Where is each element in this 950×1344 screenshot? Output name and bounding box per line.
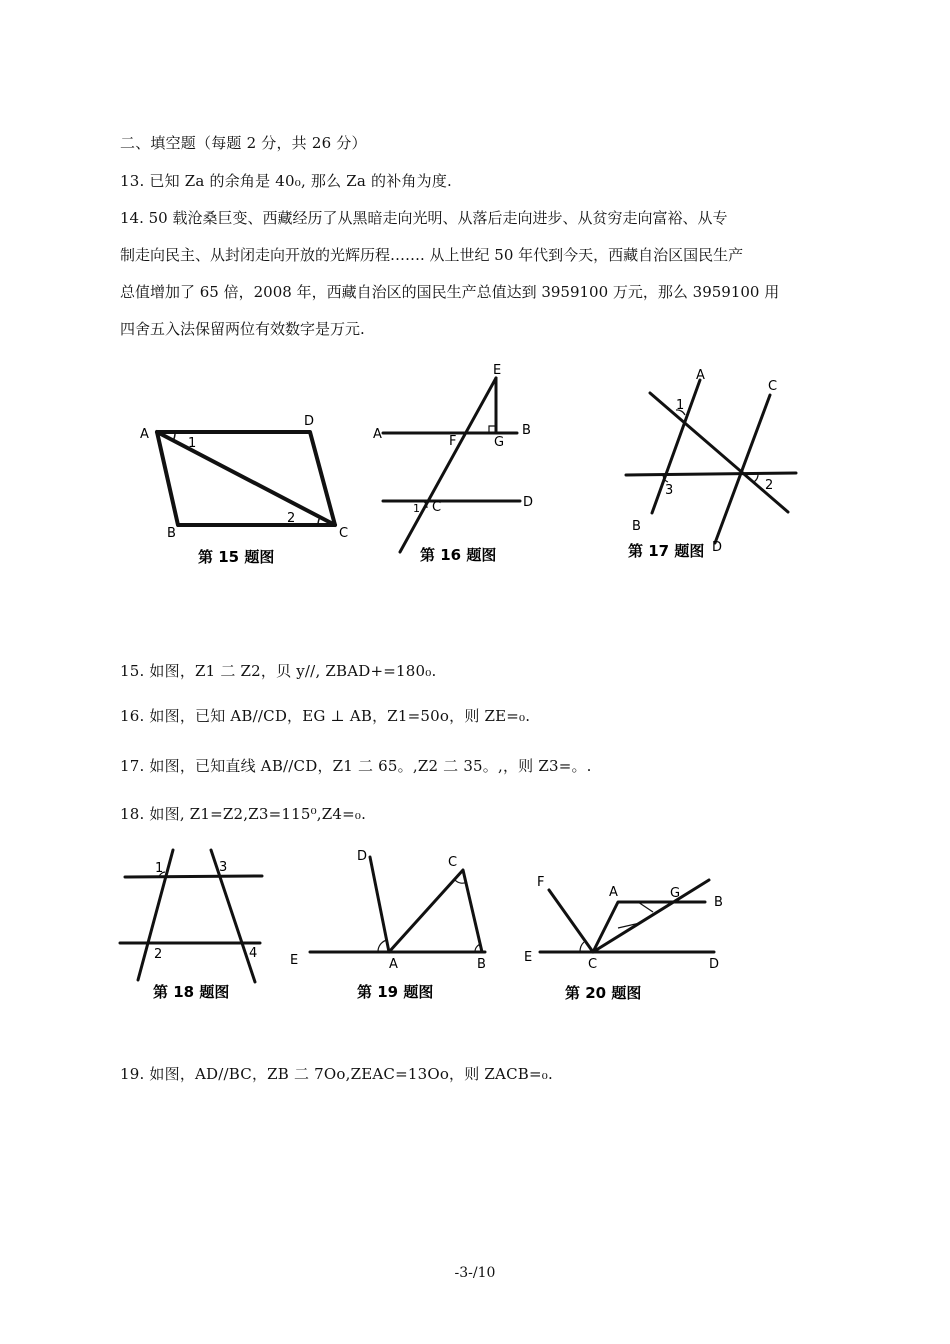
fig19-label-c: C bbox=[448, 855, 458, 870]
fig20-label-f: F bbox=[537, 875, 545, 890]
fig15-angle-1: 1 bbox=[188, 436, 197, 451]
fig20-label-b: B bbox=[714, 895, 723, 910]
fig19-caption: 第 19 题图 bbox=[357, 983, 434, 1001]
fig16-angle-1: 1 bbox=[413, 502, 420, 515]
fig16-label-e: E bbox=[493, 363, 502, 378]
fig18-angle-4: 4 bbox=[249, 946, 258, 961]
fig20-caption: 第 20 题图 bbox=[565, 984, 642, 1002]
fig17-angle-2: 2 bbox=[765, 478, 774, 493]
figure-16 bbox=[365, 360, 545, 570]
fig19-label-e: E bbox=[290, 953, 299, 968]
fig20-label-a: A bbox=[609, 885, 618, 900]
figure-19 bbox=[285, 840, 505, 1010]
fig16-caption: 第 16 题图 bbox=[420, 546, 497, 564]
figure-15 bbox=[130, 405, 370, 575]
fig17-label-c: C bbox=[768, 379, 778, 394]
fig15-angle-2: 2 bbox=[287, 511, 296, 526]
fig17-angle-3: 3 bbox=[665, 483, 674, 498]
fig18-angle-2: 2 bbox=[154, 947, 163, 962]
fig20-label-g: G bbox=[670, 886, 681, 901]
fig20-label-c: C bbox=[588, 957, 598, 972]
fig16-label-b: B bbox=[522, 423, 531, 438]
question-18: 18. 如图, Z1=Z2,Z3=115⁰,Z4=₀. bbox=[120, 805, 367, 823]
fig15-label-d: D bbox=[304, 414, 315, 429]
fig19-label-a: A bbox=[389, 957, 398, 972]
fig16-label-a: A bbox=[373, 427, 382, 442]
figure-18 bbox=[115, 840, 275, 1010]
question-15: 15. 如图，Z1 二 Z2，贝 y//, ZBAD+=180₀. bbox=[120, 662, 437, 680]
fig20-label-e: E bbox=[524, 950, 533, 965]
question-14-line-3: 总值增加了 65 倍，2008 年，西藏自治区的国民生产总值达到 3959100 万元，那么 3959100 用 bbox=[120, 283, 780, 301]
question-17: 17. 如图，已知直线 AB//CD，Z1 二 65。,Z2 二 35。,，则 Z3=。. bbox=[120, 757, 592, 775]
question-14-line-1: 14. 50 载沧桑巨变、西藏经历了从黑暗走向光明、从落后走向进步、从贫穷走向富裕、从专 bbox=[120, 209, 728, 227]
fig17-caption: 第 17 题图 bbox=[628, 542, 705, 560]
fig16-label-c: C bbox=[432, 500, 442, 515]
fig19-label-d: D bbox=[357, 849, 368, 864]
fig20-label-d: D bbox=[709, 957, 720, 972]
fig16-label-f: F bbox=[449, 434, 457, 449]
question-16: 16. 如图，已知 AB//CD，EG ⊥ AB，Z1=50o，则 ZE=₀. bbox=[120, 707, 531, 725]
question-14 bbox=[120, 200, 820, 348]
fig16-label-g: G bbox=[494, 435, 505, 450]
question-14-line-4: 四舍五入法保留两位有效数字是万元. bbox=[120, 320, 365, 338]
question-14-line-2: 制走向民主、从封闭走向开放的光辉历程……. 从上世纪 50 年代到今天，西藏自治区国民生产 bbox=[120, 246, 744, 264]
fig17-label-a: A bbox=[696, 368, 705, 383]
question-19: 19. 如图，AD//BC，ZB 二 7Oo,ZEAC=13Oo，则 ZACB=₀. bbox=[120, 1065, 553, 1083]
fig16-label-d: D bbox=[523, 495, 534, 510]
figure-17 bbox=[620, 360, 810, 570]
fig17-label-d: D bbox=[712, 540, 723, 555]
fig15-label-a: A bbox=[140, 427, 149, 442]
fig18-angle-1: 1 bbox=[155, 861, 164, 876]
fig17-angle-1: 1 bbox=[676, 398, 685, 413]
question-13: 13. 已知 Za 的余角是 40₀, 那么 Za 的补角为度. bbox=[120, 172, 452, 190]
fig15-caption: 第 15 题图 bbox=[198, 548, 275, 566]
figure-20 bbox=[520, 860, 730, 1015]
fig19-label-b: B bbox=[477, 957, 486, 972]
page-number: -3-/10 bbox=[454, 1265, 496, 1281]
fig17-label-b: B bbox=[632, 519, 641, 534]
section-title: 二、填空题（每题 2 分，共 26 分） bbox=[120, 134, 367, 152]
fig18-caption: 第 18 题图 bbox=[153, 983, 230, 1001]
fig15-label-c: C bbox=[339, 526, 349, 541]
fig18-angle-3: 3 bbox=[219, 860, 228, 875]
fig15-label-b: B bbox=[167, 526, 176, 541]
